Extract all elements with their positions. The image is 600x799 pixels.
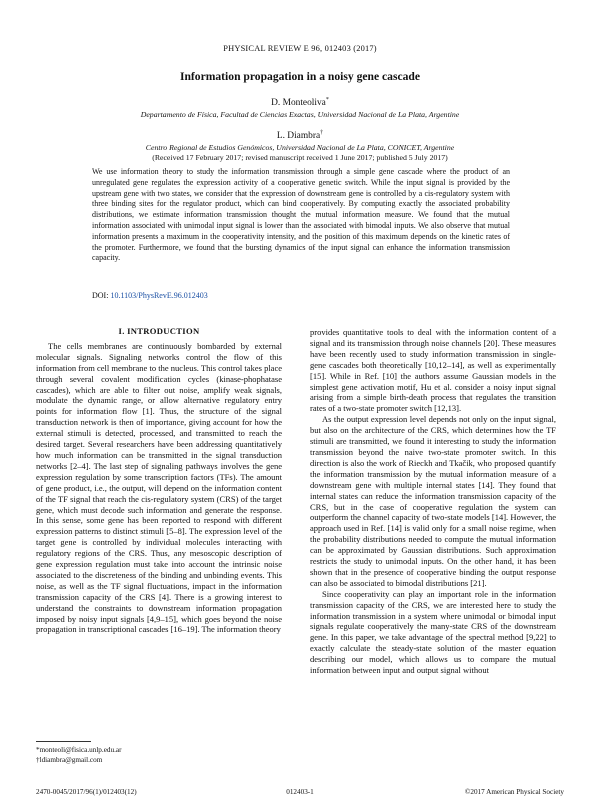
author-1-affiliation: Departamento de Física, Facultad de Ciencias Exactas, Universidad Nacional de La Plata, Argentine: [140, 110, 460, 119]
author-1-mark[interactable]: *: [325, 97, 329, 103]
author-2-affiliation: Centro Regional de Estudios Genómicos, Universidad Nacional de La Plata, CONICET, Argentine: [145, 143, 455, 152]
intro-paragraph-2: provides quantitative tools to deal with the information content of a signal and its transmission through noise channels [20]. These measures have been recently used to study information transmission in single-gene cascades both theoretically [10,12–14], as well as experimentally [15]. While in Ref. [10] the authors assume Gaussian models in the simplest gene activation motif, Hu et al. consider a noisy input signal arising from a simple birth-death process that regulates the transition rates of a two-state promoter switch [12,13].: [310, 327, 556, 414]
doi-link[interactable]: 10.1103/PhysRevE.96.012403: [110, 291, 208, 300]
footer-copyright: ©2017 American Physical Society: [464, 788, 564, 796]
column-right: [310, 327, 556, 676]
intro-paragraph-3: As the output expression level depends not only on the input signal, but also on the architecture of the CRS, which determines how the TF stimuli are transmitted, we found it interesting to study the information transmission beyond the naive two-state promoter switch. In this direction is also the work of Rieckh and Tkačik, who proposed quantify the information transmission by the mutual information measure of a downstream gene with multiple internal states [14]. They found that internal states can reduce the information transmission capacity of the CRS, but in the case of cooperative regulation the system can outperform the channel capacity of two-state models [14]. However, the approach used in Ref. [14] is valid only for a small noise regime, when the probability distributions needed to compute the mutual information can be approximated by Gaussian distributions. Such approximation restricts the study to unimodal inputs. On the other hand, it has been shown that in the presence of cooperative binding the output response can also be associated to bimodal distributions [21].: [310, 414, 556, 588]
author-1-name: D. Monteoliva: [271, 98, 326, 109]
author-2: [0, 130, 600, 141]
author-1: [0, 97, 600, 108]
paper-title: Information propagation in a noisy gene cascade: [179, 70, 421, 83]
footnote-email-2[interactable]: †ldiambra@gmail.com: [36, 756, 103, 764]
footer-page-number: 012403-1: [286, 788, 314, 796]
author-2-mark[interactable]: †: [320, 130, 324, 136]
running-head: PHYSICAL REVIEW E 96, 012403 (2017): [223, 44, 377, 53]
intro-paragraph-1: The cells membranes are continuously bombarded by external molecular signals. Signaling networks control the flow of this information from cell membrane to the nucleus. This control takes place through several covalent modification cycles (kinase-phophatase cascades), which are able to filter out noise, amplify weak signals, modulate the dynamic range, or allow alternative regulatory entry points for information flow [1]. Thus, the structure of the signal transduction network is then of importance, giving account for how the external stimuli is detected, processed, and transmitted to reach the desired target. Several researchers have been addressing quantitatively how much information can be transmitted in the signal transduction networks [2–4]. The last step of signaling pathways involves the gene expression regulation by some transcription factors (TFs). The amount of gene product, i.e., the output, will depend on the information content of the TF signal that reach the cis-regulatory system (CRS) of the target gene, which must decode such information and generate the response. In this sense, some gene has been reported to respond with different expression patterns to distinct stimuli [5–8]. The expression level of the target gene is controlled by individual molecules interacting with regulatory regions of the CRS. Thus, any mesoscopic description of gene expression regulation must take into account the intrinsic noise associated to the discreteness of the binding and unbinding events. This noise, as well as the TF signal fluctuations, impact in the information transmission capacity of the CRS [4]. There is a growing interest to understand the constraints to downstream information propagation imposed by noisy input signals [4,9–15], which goes beyond the noise propagation in transcriptional cascades [16–19]. The information theory: [36, 340, 282, 635]
doi-label: DOI:: [92, 291, 109, 300]
footnote-email-1[interactable]: *monteoli@fisica.unlp.edu.ar: [36, 746, 122, 754]
doi-line: [92, 291, 208, 300]
section-title: I. INTRODUCTION: [118, 326, 200, 336]
footer-issn: 2470-0045/2017/96(1)/012403(12): [36, 788, 137, 796]
abstract: We use information theory to study the information transmission through a simple gene cascade where the product of an unregulated gene regulates the expression activity of a cooperative genetic switch. While the input signal is provided by the upstream gene with two states, we consider that the expression of downstream gene is controlled by a cis-regulatory system with three binding sites for the regulator product, which can bind cooperatively. By computing exactly the associated probability distributions, we estimate information transmission thought the mutual information measure. We found that the mutual information associated with unimodal input signal is lower than the associated with bimodal inputs. We also observe that mutual information presents a maximum in the cooperativity intensity, and the position of this maximum depends on the kinetic rates of the promoter. Furthermore, we found that the bursting dynamics of the input signal can enhance the information transmission capacity.: [92, 167, 510, 263]
received-dates: (Received 17 February 2017; revised manuscript received 1 June 2017; published 5 July 2017): [152, 153, 448, 162]
author-2-name: L. Diambra: [276, 131, 321, 142]
column-left: [36, 326, 282, 635]
intro-paragraph-4: Since cooperativity can play an important role in the information transmission capacity of the CRS, we are interested here to study the information transmission in a system where unimodal or bimodal input signals regulate cooperatively the many-state CRS of the downstream gene. In this paper, we take advantage of the spectral method [9,22] to exactly calculate the steady-state solution of the master equation describing our model, which allows us to compare the mutual information between input and output signal without: [310, 588, 556, 676]
footnote-rule: [36, 741, 91, 742]
